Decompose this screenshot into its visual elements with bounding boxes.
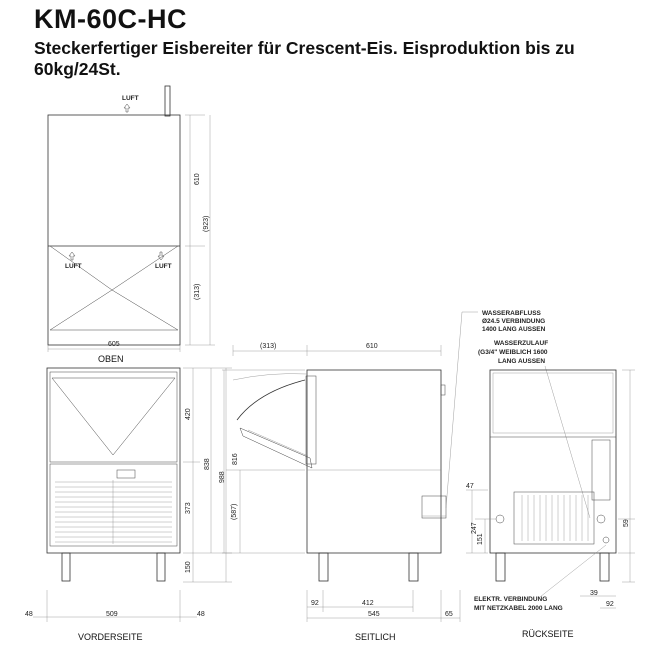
dim-92-rear: 92 xyxy=(606,601,614,608)
dim-610-side: 610 xyxy=(366,343,378,350)
dim-313-side: (313) xyxy=(260,343,277,350)
front-grille xyxy=(55,480,172,544)
inlet-label-2: (G3/4" WEIBLICH 1600 xyxy=(478,349,548,356)
arrow-up-icon xyxy=(69,252,75,260)
dim-610-top: 610 xyxy=(194,173,201,185)
dim-420-front: 420 xyxy=(185,408,192,420)
rear-leg-right xyxy=(600,553,609,581)
dim-412-side: 412 xyxy=(362,600,374,607)
dim-247-rear: 247 xyxy=(471,522,478,534)
inlet-label-1: WASSERZULAUF xyxy=(494,340,549,347)
page-subtitle: Steckerfertiger Eisbereiter für Crescent-Eis. Eisproduktion bis zu 60kg/24St. xyxy=(34,38,575,79)
inlet-label-3: LANG AUSSEN xyxy=(498,358,546,365)
leg-right xyxy=(157,553,165,581)
dim-923-top: (923) xyxy=(203,215,210,232)
dim-47-rear: 47 xyxy=(466,483,474,490)
page-title: KM-60C-HC xyxy=(34,4,187,34)
front-view-caption: VORDERSEITE xyxy=(78,632,143,642)
elec-label-1: ELEKTR. VERBINDUNG xyxy=(474,596,548,603)
side-view-caption: SEITLICH xyxy=(355,632,396,642)
dim-605-top: 605 xyxy=(108,341,120,348)
dim-587-side: (587) xyxy=(231,503,238,520)
control-panel xyxy=(117,470,135,478)
dim-92-side: 92 xyxy=(311,600,319,607)
drain-connection xyxy=(496,515,504,523)
side-leg-rear xyxy=(409,553,418,581)
dim-816-side: 816 xyxy=(232,453,239,465)
dim-39-rear: 39 xyxy=(590,590,598,597)
top-view xyxy=(48,86,215,364)
dim-509-front: 509 xyxy=(106,611,118,618)
elec-label-2: MIT NETZKABEL 2000 LANG xyxy=(474,605,563,612)
condenser-fins xyxy=(522,495,588,541)
luft-left-label: LUFT xyxy=(65,263,82,270)
dim-313-top: (313) xyxy=(194,283,201,300)
luft-top-label: LUFT xyxy=(122,95,139,102)
dim-150-front: 150 xyxy=(185,561,192,573)
power-connection xyxy=(603,537,609,543)
side-leg-front xyxy=(319,553,328,581)
dim-838-front: 838 xyxy=(204,458,211,470)
leg-left xyxy=(62,553,70,581)
dim-59-rear: 59 xyxy=(623,519,630,527)
rear-view-caption: RÜCKSEITE xyxy=(522,629,574,639)
top-view-caption: OBEN xyxy=(98,354,124,364)
rear-leg-left xyxy=(496,553,505,581)
dim-48-left-front: 48 xyxy=(25,611,33,618)
rear-view xyxy=(446,310,635,639)
luft-right-label: LUFT xyxy=(155,263,172,270)
dim-65-side: 65 xyxy=(445,611,453,618)
dim-545-side: 545 xyxy=(368,611,380,618)
arrow-up-icon xyxy=(124,104,130,112)
drain-label-1: WASSERABFLUSS xyxy=(482,310,541,317)
front-view xyxy=(25,368,232,642)
drain-label-2: Ø24.5 VERBINDUNG xyxy=(482,318,546,325)
dim-48-right-front: 48 xyxy=(197,611,205,618)
side-view xyxy=(222,343,460,642)
dim-988-front: 988 xyxy=(219,471,226,483)
drain-label-3: 1400 LANG AUSSEN xyxy=(482,326,546,333)
water-inlet-connection xyxy=(597,515,605,523)
dim-151-rear: 151 xyxy=(477,533,484,545)
dim-373-front: 373 xyxy=(185,502,192,514)
